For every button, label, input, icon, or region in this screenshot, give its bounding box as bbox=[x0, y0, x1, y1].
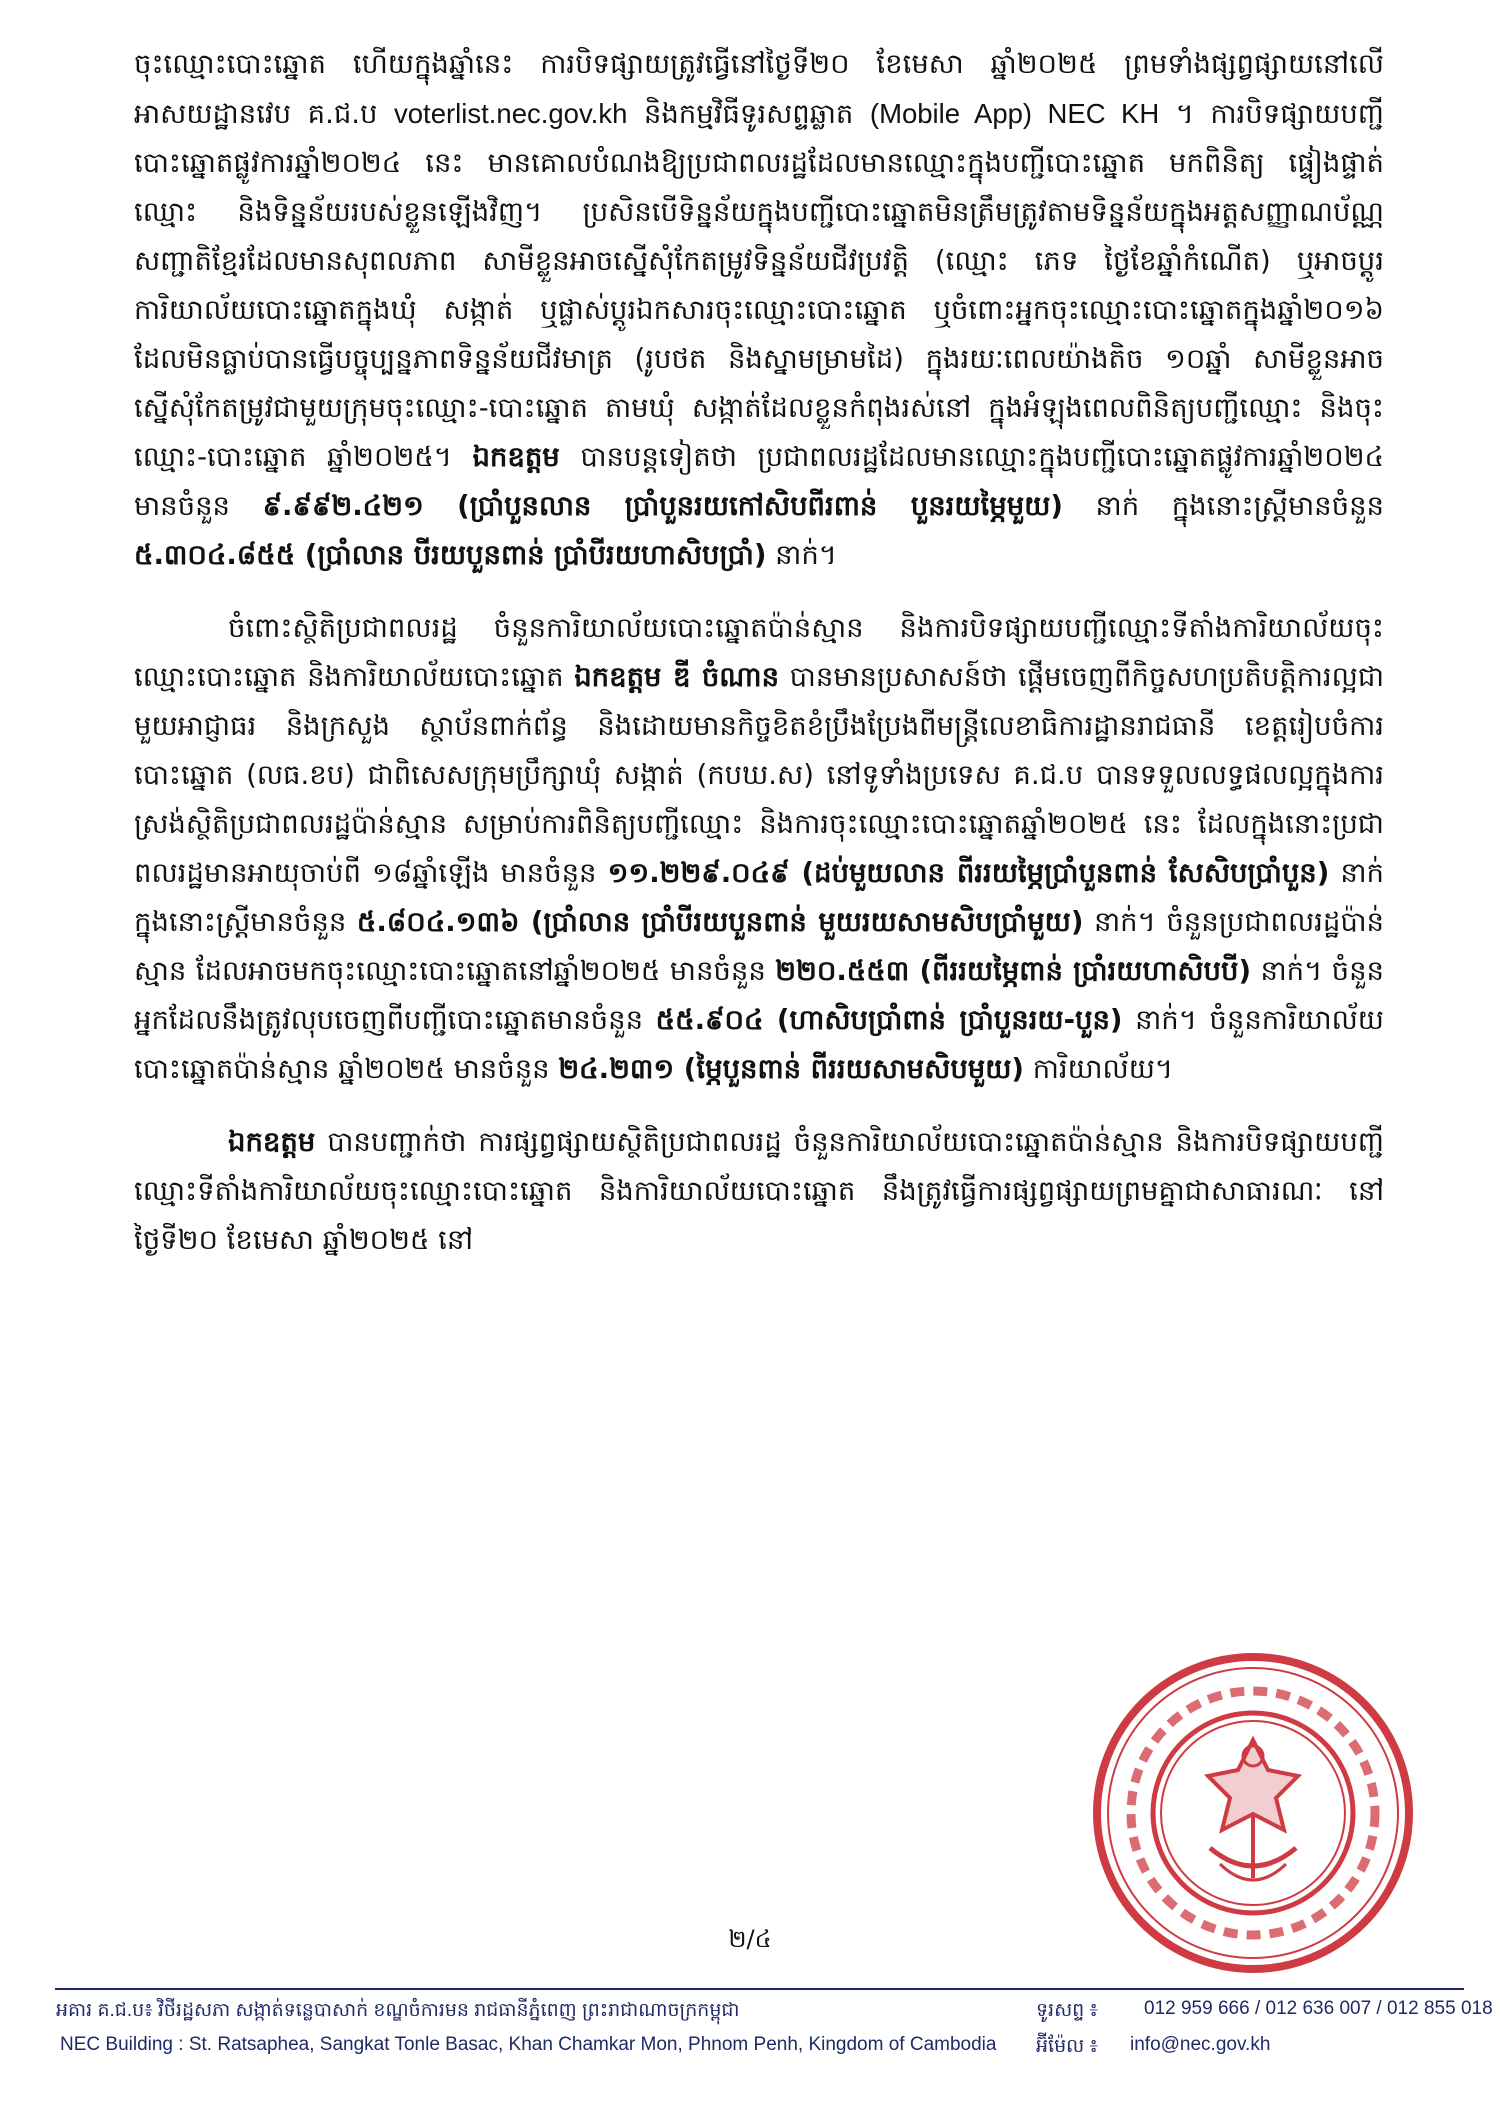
text-run: ២៤.២៣១ (ម្ភៃបួនពាន់ ពីររយសាមសិបមួយ) bbox=[558, 1053, 1024, 1085]
text-run: ៥.៨០៤.១៣៦ (ប្រាំលាន ប្រាំបីរយបួនពាន់ មួយរយសាមសិបប្រាំមួយ) bbox=[356, 906, 1084, 938]
text-run: នាក់ ក្នុងនោះស្ត្រីមានចំនួន bbox=[1062, 490, 1384, 522]
text-run: (Mobile App) NEC KH bbox=[869, 98, 1160, 129]
text-run: បានបញ្ជាក់ថា ការផ្សព្វផ្សាយស្ថិតិប្រជាពលរដ្ឋ ចំនួនការិយាល័យបោះឆ្នោតប៉ាន់ស្មាន និងការបិទផ្សាយបញ្ជីឈ្មោះទីតាំងការិយាល័យចុះឈ្មោះបោះឆ្នោត និងការិយាល័យបោះឆ្នោត នឹងត្រូវធ្វើការផ្សព្វផ្សាយព្រមគ្នាជាសាធារណៈ នៅថ្ងៃទី២០ ខែមេសា ឆ្នាំ២០២៥ នៅ bbox=[134, 1126, 1384, 1256]
footer-email-label: អ៊ីម៉ែល ៖ bbox=[1036, 2036, 1098, 2057]
text-run: ១១.២២៩.០៤៩ (ដប់មួយលាន ពីររយម្ភៃប្រាំបួនពាន់ សែសិបប្រាំបួន) bbox=[607, 857, 1330, 889]
text-run: ៩.៩៩២.៤២១ (ប្រាំបួនលាន ប្រាំបួនរយកៅសិបពីរពាន់ បួនរយម្ភៃមួយ) bbox=[262, 490, 1063, 522]
text-run: នាក់។ bbox=[766, 539, 837, 571]
footer-email: info@nec.gov.kh bbox=[1130, 2034, 1271, 2055]
text-run: ឯកឧត្តម bbox=[472, 441, 560, 473]
official-seal-icon bbox=[1092, 1652, 1414, 1974]
text-run: ចំពោះស្ថិតិប្រជាពលរដ្ឋ ចំនួនការិយាល័យបោះឆ្នោតប៉ាន់ស្មាន និងការបិទផ្សាយបញ្ជីឈ្មោះទីតាំងការិយាល័យចុះឈ្មោះបោះឆ្នោត និងការិយាល័យបោះឆ្នោត bbox=[134, 612, 1384, 693]
footer-address-km: អគារ គ.ជ.ប៖ វិថីរដ្ឋសភា សង្កាត់ទន្លេបាសាក់ ខណ្ឌចំការមន រាជធានីភ្នំពេញ ព្រះរាជាណាចក្រកម្ពុជា bbox=[56, 2000, 740, 2021]
text-run: និងកម្មវិធីទូរសព្ទឆ្លាត bbox=[627, 98, 870, 130]
text-run: voterlist.nec.gov.kh bbox=[394, 98, 628, 129]
document-body bbox=[134, 40, 1384, 1289]
text-run: នាក់ ក្នុងនោះស្ត្រីមានចំនួន bbox=[134, 857, 1384, 938]
text-run: ឯកឧត្តម bbox=[228, 1126, 316, 1158]
paragraph-2 bbox=[134, 604, 1384, 1094]
paragraph-1 bbox=[134, 40, 1384, 580]
text-run: ៥៥.៩០៤ (ហាសិបប្រាំពាន់ ប្រាំបួនរយ-បួន) bbox=[655, 1004, 1123, 1036]
text-run: នាក់។ ចំនួនប្រជាពលរដ្ឋប៉ាន់ស្មាន ដែលអាចមកចុះឈ្មោះបោះឆ្នោតនៅឆ្នាំ២០២៥ មានចំនួន bbox=[134, 906, 1384, 987]
page-number: ២/៤ bbox=[728, 1925, 772, 1953]
text-run: នាក់។ ចំនួនអ្នកដែលនឹងត្រូវលុបចេញពីបញ្ជីបោះឆ្នោតមានចំនួន bbox=[134, 955, 1385, 1036]
text-run: ការិយាល័យ។ bbox=[1023, 1053, 1174, 1085]
text-run: បានបន្តទៀតថា ប្រជាពលរដ្ឋដែលមានឈ្មោះក្នុងបញ្ជីបោះឆ្នោតផ្លូវការឆ្នាំ២០២៤ មានចំនួន bbox=[134, 441, 1385, 522]
text-run: ៥.៣០៤.៨៥៥ (ប្រាំលាន បីរយបួនពាន់ ប្រាំបីរយហាសិបប្រាំ) bbox=[134, 539, 767, 571]
footer-divider bbox=[55, 1988, 1464, 1990]
footer-phone: 012 959 666 / 012 636 007 / 012 855 018 bbox=[1144, 1998, 1493, 2019]
paragraph-3 bbox=[134, 1118, 1384, 1265]
text-run: ឯកឧត្តម ឌី ចំណាន bbox=[574, 661, 780, 693]
text-run: ។ ការបិទផ្សាយបញ្ជីបោះឆ្នោតផ្លូវការឆ្នាំ២០២៤ នេះ មានគោលបំណងឱ្យប្រជាពលរដ្ឋដែលមានឈ្មោះក្នុងបញ្ជីបោះឆ្នោត មកពិនិត្យ ផ្ទៀងផ្ទាត់ឈ្មោះ និងទិន្នន័យរបស់ខ្លួនឡើងវិញ។ ប្រសិនបើទិន្នន័យក្នុងបញ្ជីបោះឆ្នោតមិនត្រឹមត្រូវតាមទិន្នន័យក្នុងអត្តសញ្ញាណប័ណ្ណសញ្ជាតិខ្មែរដែលមានសុពលភាព សាមីខ្លួនអាចស្នើសុំកែតម្រូវទិន្នន័យជីវប្រវត្តិ (ឈ្មោះ ភេទ ថ្ងៃខែឆ្នាំកំណើត) ឬអាចប្តូរការិយាល័យបោះឆ្នោតក្នុងឃុំ សង្កាត់ ឬផ្លាស់ប្តូរឯកសារចុះឈ្មោះបោះឆ្នោត ឬចំពោះអ្នកចុះឈ្មោះបោះឆ្នោតក្នុងឆ្នាំ២០១៦ ដែលមិនធ្លាប់បានធ្វើបច្ចុប្បន្នភាពទិន្នន័យជីវមាត្រ (រូបថត និងស្នាមម្រាមដៃ) ក្នុងរយៈពេលយ៉ាងតិច ១០ឆ្នាំ សាមីខ្លួនអាចស្នើសុំកែតម្រូវជាមួយក្រុមចុះឈ្មោះ-បោះឆ្នោត តាមឃុំ សង្កាត់ដែលខ្លួនកំពុងរស់នៅ ក្នុងអំឡុងពេលពិនិត្យបញ្ជីឈ្មោះ និងចុះឈ្មោះ-បោះឆ្នោត ឆ្នាំ២០២៥។ bbox=[134, 98, 1384, 473]
footer-phone-label: ទូរសព្ទ ៖ bbox=[1036, 2000, 1098, 2021]
footer-address-en: NEC Building : St. Ratsaphea, Sangkat Tonle Basac, Khan Chamkar Mon, Phnom Penh, Kingdom of Cambodia bbox=[60, 2034, 997, 2055]
text-run: បានមានប្រសាសន៍ថា ផ្តើមចេញពីកិច្ចសហប្រតិបត្តិការល្អជាមួយអាជ្ញាធរ និងក្រសួង ស្ថាប័នពាក់ព័ន្ធ និងដោយមានកិច្ចខិតខំប្រឹងប្រែងពីមន្ត្រីលេខាធិការដ្ឋានរាជធានី ខេត្តរៀបចំការបោះឆ្នោត (លធ.ខប) ជាពិសេសក្រុមប្រឹក្សាឃុំ សង្កាត់ (កបឃ.ស) នៅទូទាំងប្រទេស គ.ជ.ប បានទទួលលទ្ធផលល្អក្នុងការស្រង់ស្ថិតិប្រជាពលរដ្ឋប៉ាន់ស្មាន សម្រាប់ការពិនិត្យបញ្ជីឈ្មោះ និងការចុះឈ្មោះបោះឆ្នោតឆ្នាំ២០២៥ នេះ ដែលក្នុងនោះប្រជាពលរដ្ឋមានអាយុចាប់ពី ១៨ឆ្នាំឡើង មានចំនួន bbox=[134, 661, 1385, 889]
text-run: ចុះឈ្មោះបោះឆ្នោត ហើយក្នុងឆ្នាំនេះ ការបិទផ្សាយត្រូវធ្វើនៅថ្ងៃទី២០ ខែមេសា ឆ្នាំ២០២៥ ព្រមទាំងផ្សព្វផ្សាយនៅលើអាសយដ្ឋានវេប គ.ជ.ប bbox=[134, 48, 1384, 130]
text-run: ២២០.៥៥៣ (ពីររយម្ភៃពាន់ ប្រាំរយហាសិបបី) bbox=[775, 955, 1252, 987]
text-run: នាក់។ ចំនួនការិយាល័យបោះឆ្នោតប៉ាន់ស្មាន ឆ្នាំ២០២៥ មានចំនួន bbox=[134, 1004, 1384, 1085]
